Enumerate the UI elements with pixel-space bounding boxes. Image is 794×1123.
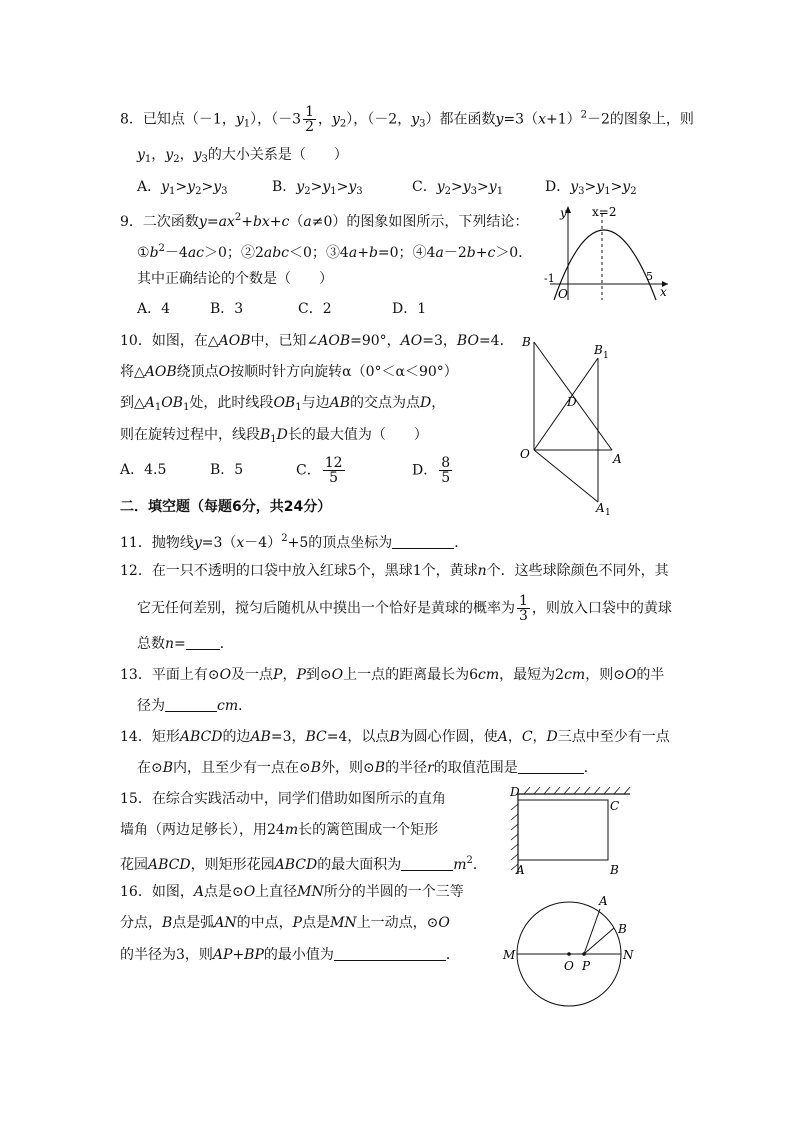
q16-answer-blank[interactable] (334, 946, 446, 961)
q10-option-b: B．5 (210, 462, 244, 478)
segment-OB1 (534, 358, 598, 450)
point-P-dot (582, 952, 586, 956)
q12-line2: 它无任何差别，搅匀后随机从中摸出一个恰好是黄球的概率为 $\frac{1}{3}$ ，则放入口袋中的黄球 (137, 593, 672, 624)
q8-option-b: B．$y_2>y_1>y_3$ (272, 179, 363, 197)
q11-answer-blank[interactable] (392, 534, 454, 549)
q12-fraction: $\frac{1}{3}$ (519, 593, 528, 624)
q9-option-d: D．1 (392, 301, 427, 317)
left-root-label: -1 (544, 272, 555, 285)
section-2-heading: 二．填空题（每题6分，共24分） (120, 499, 332, 515)
label-B1: B (594, 343, 603, 357)
q12-line3: 总数n= ． (137, 636, 234, 652)
q15-line1: 15．在综合实践活动中，同学们借助如图所示的直角 (120, 791, 446, 807)
q8-option-a: A．$y_1>y_2>y_3$ (137, 179, 228, 197)
q10-rotation-figure (512, 330, 632, 520)
q13-answer-blank[interactable] (165, 697, 217, 712)
q14-line1: 14．矩形ABCD的边AB=3，BC=4，以点B为圆心作圆，使A，C，D三点中至少有一点 (120, 729, 670, 745)
q9-option-b: B．3 (210, 301, 244, 317)
symmetry-label: x=2 (592, 205, 617, 219)
label-A1-sub: 1 (605, 508, 611, 518)
right-root-label: 5 (646, 270, 653, 283)
q10-option-c: C． $\frac{12}{5}$ (296, 455, 343, 486)
q10-option-d-fraction: $\frac{8}{5}$ (441, 455, 451, 486)
q9-line2: $①b^2-4ac>0$；②2abc＜0；③4a+b=0；④4a－2b+c＞0． (137, 243, 533, 261)
label-M: M (503, 948, 516, 962)
q14-line2: 在⊙B内，且至少有一点在⊙B外，则⊙B的半径r的取值范围是 ． (137, 760, 598, 776)
y-label: y (560, 206, 567, 220)
label-N: N (623, 948, 634, 962)
q8-option-d: D．$y_3>y_1>y_2$ (545, 179, 637, 197)
q10-option-d: D． $\frac{8}{5}$ (412, 455, 451, 486)
q10-line2: 将△AOB绕顶点O按顺时针方向旋转α（0°＜α＜90°） (120, 364, 458, 380)
garden-rectangle (518, 800, 608, 860)
q15-wall-corner-figure (504, 784, 634, 880)
q9-option-c: C．2 (298, 301, 332, 317)
q15-line2: 墙角（两边足够长），用24m长的篱笆围成一个矩形 (120, 822, 439, 838)
q8-line2: $y_1$，$y_2$，$y_3$的大小关系是（ ） (137, 147, 348, 165)
center-dot (567, 952, 571, 956)
q9-option-a: A．4 (137, 301, 171, 317)
q15-line3: 花园ABCD，则矩形花园ABCD的最大面积为 $m^2$． (120, 855, 487, 873)
q9-line1: 9．二次函数$y=ax^2+bx+c(a\ne 0)$的图象如图所示，下列结论： (120, 212, 529, 230)
q10-line1: 10．如图，在△AOB中，已知∠AOB=90°，AO=3，BO=4． (120, 333, 514, 349)
q16-circle-figure (498, 888, 644, 1012)
q10-line4: 则在旋转过程中，线段$B_1D$长的最大值为（ ） (120, 427, 428, 445)
q13-line1: 13．平面上有⊙O及一点P，P到⊙O上一点的距离最长为6cm，最短为2cm，则⊙O的半 (120, 667, 665, 683)
label-B: B (618, 922, 627, 936)
label-O: O (520, 447, 530, 461)
label-A: A (516, 863, 525, 877)
parabola-curve (554, 230, 656, 300)
q10-option-c-fraction: $\frac{12}{5}$ (324, 455, 343, 486)
label-O: O (564, 959, 574, 973)
q11-line: 11．抛物线$y=3(x-4)^2+5$的顶点坐标为 ． (120, 533, 469, 551)
label-C: C (610, 799, 620, 813)
origin-label: O (558, 287, 568, 301)
label-B1-sub: 1 (603, 351, 609, 361)
label-A: A (599, 894, 608, 908)
q16-line2: 分点，B点是弧AN的中点，P点是MN上一动点，⊙O (120, 915, 450, 931)
q15-answer-blank[interactable] (401, 856, 453, 871)
label-D: D (567, 395, 577, 409)
q8-fraction: $\frac{1}{2}$ (305, 104, 314, 135)
label-A: A (613, 452, 622, 466)
label-A1: A (596, 501, 605, 515)
q16-line3: 的半径为3，则AP+BP的最小值为 ． (120, 947, 460, 963)
q12-answer-blank[interactable] (186, 635, 220, 650)
q9-line3: 其中正确结论的个数是（ ） (137, 271, 333, 287)
q12-line1: 12．在一只不透明的口袋中放入红球5个，黑球1个，黄球n个．这些球除颜色不同外，其 (120, 563, 669, 579)
label-B: B (522, 335, 531, 349)
q16-line1: 16．如图，A点是⊙O上直径MN所分的半圆的一个三等 (120, 884, 464, 900)
q8-line1: 8．已知点（－1，$y_1$），（－3 $\frac{1}{2}$ ，$y_2$），（－2，$y_3$）都在函数$y=3(x+1)^2-2$的图象上，则 (120, 104, 694, 135)
segment-OA1 (534, 450, 598, 502)
label-P: P (582, 959, 591, 973)
q10-line3: 到$\triangle A_1OB_1$处，此时线段$OB_1$与边AB的交点为点D， (120, 395, 446, 413)
label-D: D (510, 785, 520, 799)
q13-line2: 径为 cm． (137, 698, 253, 714)
q14-answer-blank[interactable] (518, 759, 584, 774)
label-B: B (610, 863, 619, 877)
x-label: x (660, 285, 667, 299)
q10-option-a: A．4.5 (120, 462, 167, 478)
q8-option-c: C．$y_2>y_3>y_1$ (412, 179, 504, 197)
q9-parabola-graph (540, 200, 674, 304)
